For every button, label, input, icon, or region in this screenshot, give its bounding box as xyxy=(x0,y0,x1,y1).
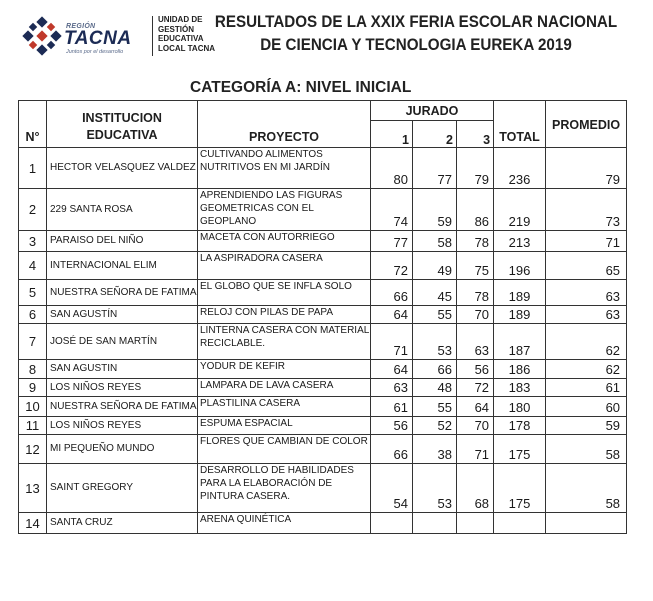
total-score: 178 xyxy=(494,417,546,435)
institution-cell: MI PEQUEÑO MUNDO xyxy=(47,435,198,464)
jurado-1-score: 54 xyxy=(371,464,413,513)
average-score: 73 xyxy=(546,189,627,231)
total-score: 189 xyxy=(494,280,546,306)
project-cell: LA ASPIRADORA CASERA xyxy=(198,252,371,280)
title-line-1: RESULTADOS DE LA XXIX FERIA ESCOLAR NACIONAL xyxy=(214,13,618,31)
table-row xyxy=(19,464,627,513)
jurado-1-score: 80 xyxy=(371,148,413,189)
table-row xyxy=(19,280,627,306)
jurado-3-score: 78 xyxy=(457,231,494,252)
header-institucion: INSTITUCION EDUCATIVA xyxy=(47,101,198,148)
jurado-1-score: 66 xyxy=(371,280,413,306)
average-score: 65 xyxy=(546,252,627,280)
jurado-1-score: 64 xyxy=(371,360,413,379)
page-title xyxy=(203,11,628,57)
jurado-3-score: 70 xyxy=(457,417,494,435)
table-row xyxy=(19,231,627,252)
row-number: 14 xyxy=(19,513,47,534)
jurado-3-score: 56 xyxy=(457,360,494,379)
average-score: 58 xyxy=(546,464,627,513)
jurado-2-score: 49 xyxy=(413,252,457,280)
project-cell: RELOJ CON PILAS DE PAPA xyxy=(198,306,371,324)
jurado-3-score: 78 xyxy=(457,280,494,306)
average-score: 63 xyxy=(546,306,627,324)
table-row xyxy=(19,360,627,379)
total-score: 213 xyxy=(494,231,546,252)
institution-cell: LOS NIÑOS REYES xyxy=(47,379,198,397)
average-score: 60 xyxy=(546,397,627,417)
project-cell: DESARROLLO DE HABILIDADES PARA LA ELABORACIÓN DE PINTURA CASERA. xyxy=(198,464,371,513)
jurado-2-score: 52 xyxy=(413,417,457,435)
total-score: 187 xyxy=(494,324,546,360)
row-number: 5 xyxy=(19,280,47,306)
total-score: 196 xyxy=(494,252,546,280)
results-body xyxy=(19,148,627,534)
institution-cell: SAN AGUSTÍN xyxy=(47,306,198,324)
jurado-1-score: 56 xyxy=(371,417,413,435)
jurado-3-score: 70 xyxy=(457,306,494,324)
institution-cell: NUESTRA SEÑORA DE FATIMA xyxy=(47,280,198,306)
jurado-3-score: 63 xyxy=(457,324,494,360)
jurado-2-score: 55 xyxy=(413,397,457,417)
project-cell: MACETA CON AUTORRIEGO xyxy=(198,231,371,252)
jurado-2-score: 77 xyxy=(413,148,457,189)
row-number: 13 xyxy=(19,464,47,513)
project-cell: ESPUMA ESPACIAL xyxy=(198,417,371,435)
average-score: 61 xyxy=(546,379,627,397)
row-number: 3 xyxy=(19,231,47,252)
table-row xyxy=(19,252,627,280)
jurado-2-score: 53 xyxy=(413,464,457,513)
jurado-1-score: 74 xyxy=(371,189,413,231)
jurado-2-score: 58 xyxy=(413,231,457,252)
total-score: 180 xyxy=(494,397,546,417)
jurado-2-score xyxy=(413,513,457,534)
ugel-unit-name: UNIDAD DE GESTIÓN EDUCATIVA LOCAL TACNA xyxy=(158,15,216,53)
jurado-1-score: 77 xyxy=(371,231,413,252)
average-score: 63 xyxy=(546,280,627,306)
total-score xyxy=(494,513,546,534)
project-cell: LINTERNA CASERA CON MATERIAL RECICLABLE. xyxy=(198,324,371,360)
jurado-2-score: 53 xyxy=(413,324,457,360)
project-cell: PLASTILINA CASERA xyxy=(198,397,371,417)
jurado-3-score: 64 xyxy=(457,397,494,417)
jurado-2-score: 45 xyxy=(413,280,457,306)
table-row xyxy=(19,189,627,231)
table-row xyxy=(19,417,627,435)
jurado-3-score: 71 xyxy=(457,435,494,464)
header-jurado-2: 2 xyxy=(413,121,457,148)
institution-cell: SANTA CRUZ xyxy=(47,513,198,534)
project-cell: APRENDIENDO LAS FIGURAS GEOMETRICAS CON EL GEOPLANO xyxy=(198,189,371,231)
jurado-1-score: 72 xyxy=(371,252,413,280)
institution-cell: INTERNACIONAL ELIM xyxy=(47,252,198,280)
header-total: TOTAL xyxy=(494,101,546,148)
total-score: 186 xyxy=(494,360,546,379)
jurado-3-score: 68 xyxy=(457,464,494,513)
row-number: 6 xyxy=(19,306,47,324)
jurado-3-score: 72 xyxy=(457,379,494,397)
average-score: 62 xyxy=(546,324,627,360)
total-score: 175 xyxy=(494,464,546,513)
header-jurado-3: 3 xyxy=(457,121,494,148)
ugel-logo xyxy=(22,14,216,60)
jurado-1-score: 66 xyxy=(371,435,413,464)
logo-tagline: Juntos por el desarrollo xyxy=(66,49,124,55)
average-score: 58 xyxy=(546,435,627,464)
region-emblem-icon xyxy=(22,16,62,56)
table-row xyxy=(19,513,627,534)
table-row xyxy=(19,148,627,189)
average-score: 62 xyxy=(546,360,627,379)
average-score xyxy=(546,513,627,534)
jurado-2-score: 66 xyxy=(413,360,457,379)
logo-name: TACNA xyxy=(64,28,132,49)
row-number: 9 xyxy=(19,379,47,397)
institution-cell: JOSÉ DE SAN MARTÍN xyxy=(47,324,198,360)
institution-cell: HECTOR VELASQUEZ VALDEZ xyxy=(47,148,198,189)
jurado-3-score: 86 xyxy=(457,189,494,231)
table-row xyxy=(19,435,627,464)
project-cell: CULTIVANDO ALIMENTOS NUTRITIVOS EN MI JARDÍN xyxy=(198,148,371,189)
header-proyecto: PROYECTO xyxy=(198,101,371,148)
title-line-2: DE CIENCIA Y TECNOLOGIA EUREKA 2019 xyxy=(260,36,572,54)
header-promedio: PROMEDIO xyxy=(546,101,627,148)
total-score: 183 xyxy=(494,379,546,397)
jurado-1-score: 63 xyxy=(371,379,413,397)
row-number: 1 xyxy=(19,148,47,189)
row-number: 4 xyxy=(19,252,47,280)
jurado-1-score: 71 xyxy=(371,324,413,360)
table-row xyxy=(19,379,627,397)
jurado-3-score: 79 xyxy=(457,148,494,189)
header-jurado: JURADO xyxy=(371,101,494,121)
row-number: 10 xyxy=(19,397,47,417)
jurado-1-score xyxy=(371,513,413,534)
row-number: 12 xyxy=(19,435,47,464)
jurado-2-score: 48 xyxy=(413,379,457,397)
jurado-2-score: 55 xyxy=(413,306,457,324)
logo-region-label: REGIÓN xyxy=(66,23,96,30)
project-cell: LAMPARA DE LAVA CASERA xyxy=(198,379,371,397)
institution-cell: 229 SANTA ROSA xyxy=(47,189,198,231)
average-score: 71 xyxy=(546,231,627,252)
jurado-3-score: 75 xyxy=(457,252,494,280)
header-jurado-1: 1 xyxy=(371,121,413,148)
jurado-3-score xyxy=(457,513,494,534)
table-row xyxy=(19,397,627,417)
jurado-1-score: 61 xyxy=(371,397,413,417)
project-cell: ARENA QUINÉTICA xyxy=(198,513,371,534)
institution-cell: SAN AGUSTIN xyxy=(47,360,198,379)
jurado-2-score: 59 xyxy=(413,189,457,231)
institution-cell: PARAISO DEL NIÑO xyxy=(47,231,198,252)
total-score: 175 xyxy=(494,435,546,464)
table-row xyxy=(19,324,627,360)
project-cell: YODUR DE KEFIR xyxy=(198,360,371,379)
jurado-2-score: 38 xyxy=(413,435,457,464)
results-table xyxy=(18,100,627,534)
total-score: 236 xyxy=(494,148,546,189)
row-number: 8 xyxy=(19,360,47,379)
project-cell: EL GLOBO QUE SE INFLA SOLO xyxy=(198,280,371,306)
row-number: 11 xyxy=(19,417,47,435)
table-row xyxy=(19,306,627,324)
average-score: 59 xyxy=(546,417,627,435)
row-number: 7 xyxy=(19,324,47,360)
average-score: 79 xyxy=(546,148,627,189)
institution-cell: SAINT GREGORY xyxy=(47,464,198,513)
total-score: 189 xyxy=(494,306,546,324)
jurado-1-score: 64 xyxy=(371,306,413,324)
header-num: N° xyxy=(19,101,47,148)
logo-divider xyxy=(152,16,153,56)
row-number: 2 xyxy=(19,189,47,231)
institution-cell: NUESTRA SEÑORA DE FATIMA xyxy=(47,397,198,417)
category-heading: CATEGORÍA A: NIVEL INICIAL xyxy=(190,79,412,96)
institution-cell: LOS NIÑOS REYES xyxy=(47,417,198,435)
project-cell: FLORES QUE CAMBIAN DE COLOR xyxy=(198,435,371,464)
total-score: 219 xyxy=(494,189,546,231)
